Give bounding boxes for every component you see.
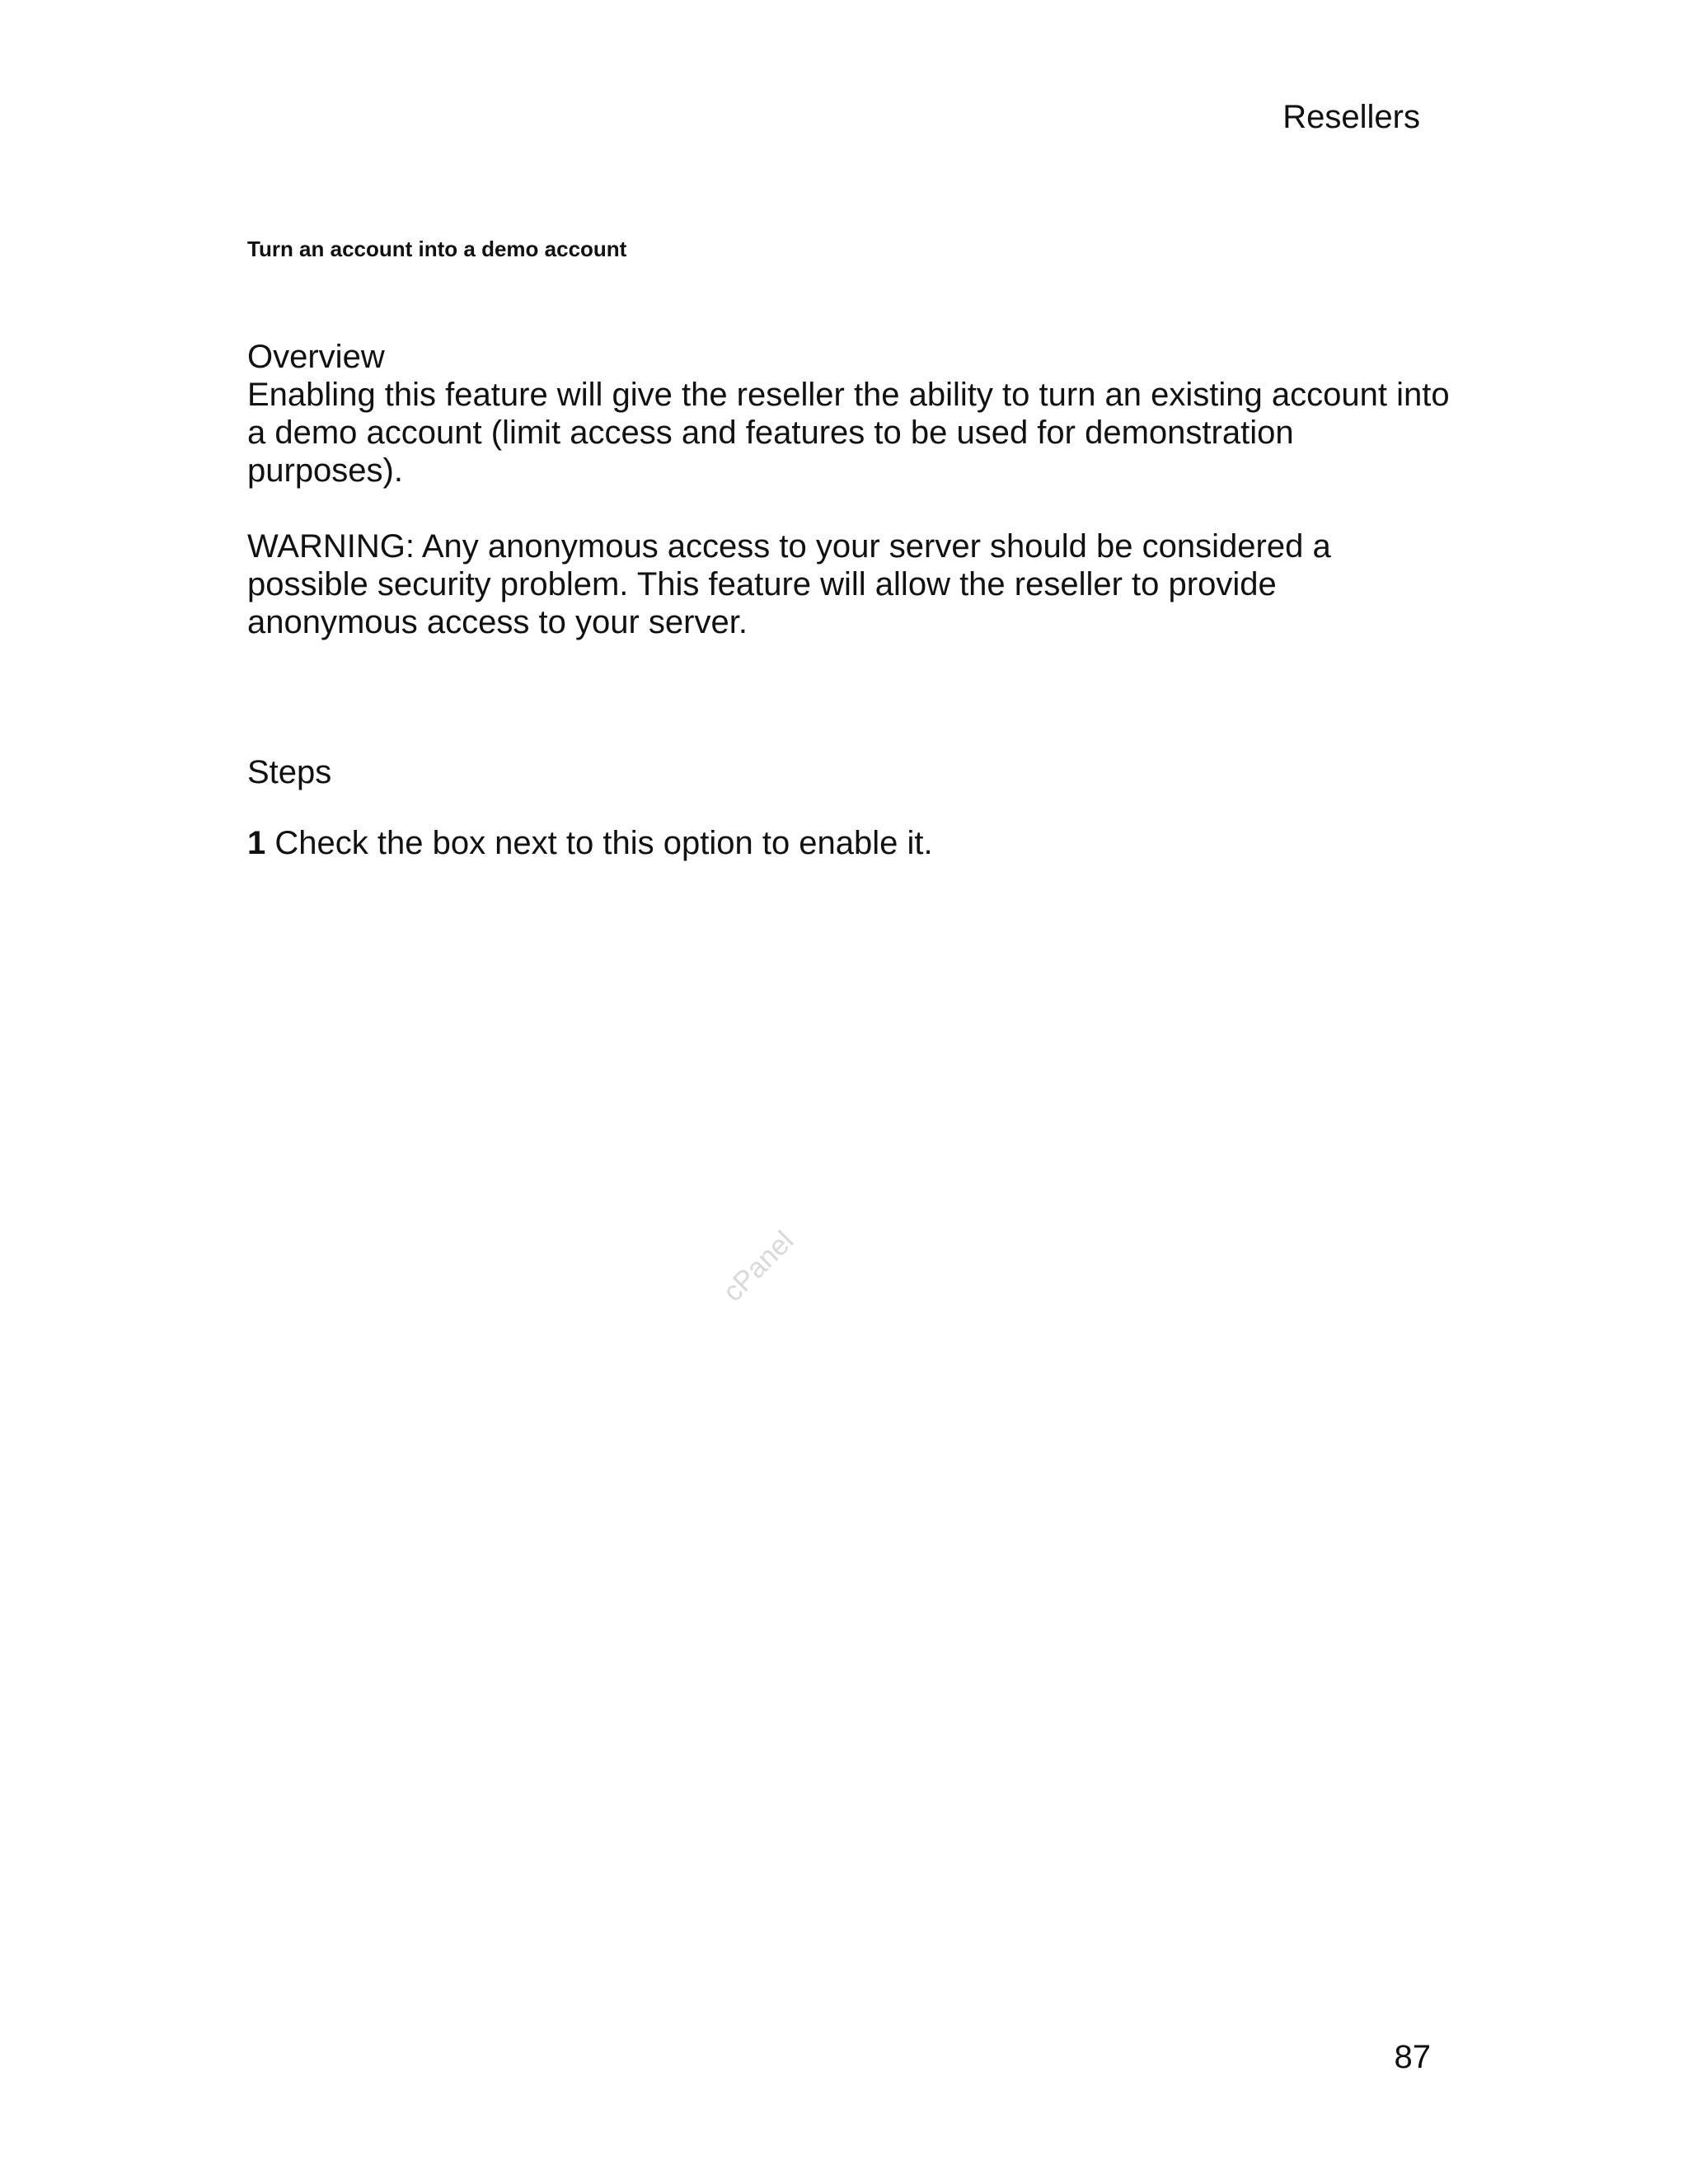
step-text: Check the box next to this option to enable it. — [265, 825, 933, 861]
section-title: Turn an account into a demo account — [247, 237, 627, 261]
page-number: 87 — [1394, 2039, 1431, 2075]
step-number: 1 — [247, 825, 266, 861]
step-item — [247, 824, 1451, 862]
steps-heading: Steps — [247, 754, 332, 790]
running-header: Resellers — [1282, 99, 1420, 135]
overview-paragraph: Enabling this feature will give the reseller the ability to turn an existing account into a demo account (limit access and features to be used for demonstration purposes). — [247, 377, 1450, 489]
warning-paragraph: WARNING: Any anonymous access to your server should be considered a possible security problem. This feature will allow the reseller to provide anonymous access to your server. — [247, 528, 1331, 640]
watermark: cPanel — [717, 1225, 800, 1308]
overview-heading: Overview — [247, 339, 385, 375]
